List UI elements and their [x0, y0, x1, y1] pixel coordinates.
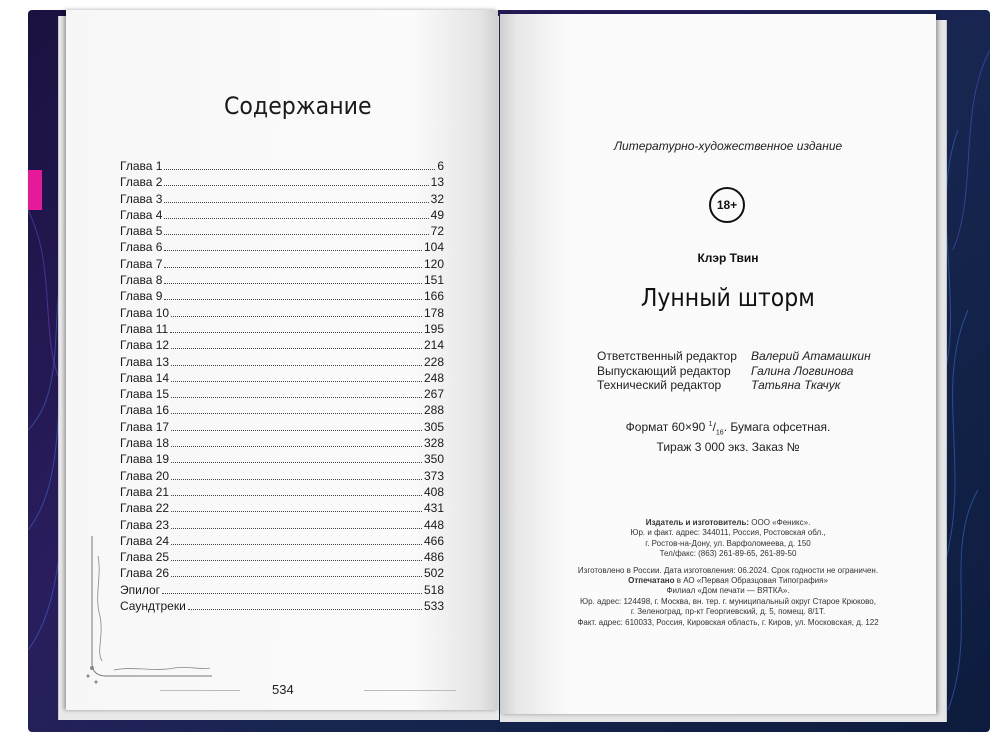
toc-leader-dots	[171, 510, 422, 512]
toc-entry	[120, 370, 444, 386]
format-prefix: Формат 60×90	[625, 420, 706, 434]
toc-entry-label: Глава 13	[120, 354, 170, 369]
format-fraction-slash: /	[712, 420, 716, 434]
printed-label: Отпечатано	[628, 576, 675, 586]
toc-entry-label: Глава 21	[120, 484, 170, 499]
credit-role: Выпускающий редактор	[597, 363, 731, 378]
toc-entry-page: 328	[423, 436, 444, 451]
credit-name: Валерий Атамашкин	[751, 349, 871, 363]
toc-leader-dots	[164, 201, 428, 203]
toc-entry	[120, 517, 444, 533]
toc-entry-label: Глава 12	[120, 338, 170, 353]
toc-entry	[120, 288, 444, 304]
toc-leader-dots	[164, 266, 422, 268]
toc-entry-label: Глава 7	[120, 256, 163, 271]
toc-entry-label: Глава 23	[120, 517, 170, 532]
toc-leader-dots	[171, 445, 422, 447]
credit-row	[597, 378, 871, 393]
toc-entry-label: Глава 10	[120, 305, 170, 320]
toc-entry-label: Глава 2	[120, 175, 163, 190]
toc-leader-dots	[171, 527, 422, 529]
toc-leader-dots	[188, 608, 422, 610]
age-rating-badge: 18+	[709, 187, 745, 223]
toc-entry-page: 49	[430, 207, 444, 222]
book-title	[500, 283, 956, 312]
toc-entry-page: 518	[423, 582, 444, 597]
toc-entry	[120, 272, 444, 288]
toc-entry-page: 288	[423, 403, 444, 418]
publisher-name: ООО «Феникс».	[751, 518, 811, 527]
corner-ornament-icon	[84, 536, 214, 686]
toc-leader-dots	[164, 233, 428, 235]
toc-entry-page: 214	[423, 338, 444, 353]
credit-row	[597, 349, 871, 364]
toc-entry-page: 178	[423, 305, 444, 320]
toc-entry-page: 104	[423, 240, 444, 255]
toc-title: Содержание	[224, 92, 372, 120]
credit-name: Татьяна Ткачук	[751, 378, 841, 392]
toc-leader-dots	[171, 347, 422, 349]
printer-legal-1: Юр. адрес: 124498, г. Москва, вн. тер. г. муниципальный округ Старое Крюково,	[580, 596, 876, 606]
format-fraction-numerator: 1	[708, 421, 713, 428]
toc-leader-dots	[164, 217, 428, 219]
toc-entry-page: 466	[423, 533, 444, 548]
phone-line: Тел/факс: (863) 261-89-65, 261-89-50	[659, 549, 797, 559]
toc-entry-page: 448	[423, 517, 444, 532]
edition-type: Литературно-художественное издание	[613, 139, 843, 153]
toc-entry-page: 195	[423, 321, 444, 336]
book-title-text: Лунный шторм	[641, 283, 815, 312]
publisher-line	[500, 518, 956, 528]
format-info	[500, 418, 956, 454]
toc-entry-label: Глава 14	[120, 370, 170, 385]
format-line-1	[500, 418, 956, 440]
credit-role: Ответственный редактор	[597, 349, 737, 363]
toc-entry-page: 267	[423, 387, 444, 402]
toc-entry-label: Глава 20	[120, 468, 170, 483]
format-line-2: Тираж 3 000 экз. Заказ №	[656, 440, 800, 455]
imprint-block	[500, 518, 956, 628]
toc-entry	[120, 223, 444, 239]
toc-leader-dots	[171, 494, 422, 496]
toc-entry-page: 120	[423, 256, 444, 271]
toc-entry-label: Глава 6	[120, 240, 163, 255]
toc-entry-label: Глава 9	[120, 289, 163, 304]
toc-entry-label: Глава 5	[120, 224, 163, 239]
toc-entry-page: 350	[423, 452, 444, 467]
toc-entry-label: Глава 8	[120, 273, 163, 288]
toc-entry-label: Глава 15	[120, 387, 170, 402]
toc-entry-page: 72	[430, 224, 444, 239]
format-suffix: . Бумага офсетная.	[723, 420, 831, 434]
toc-entry	[120, 386, 444, 402]
toc-entry	[120, 191, 444, 207]
toc-entry-page: 248	[423, 370, 444, 385]
toc-entry-label: Глава 1	[120, 159, 163, 173]
toc-entry	[120, 239, 444, 255]
toc-entry-label: Эпилог	[120, 582, 161, 597]
toc-entry-page: 151	[423, 273, 444, 288]
toc-entry	[120, 256, 444, 272]
toc-entry	[120, 435, 444, 451]
toc-entry-page: 166	[423, 289, 444, 304]
toc-entry-label: Глава 16	[120, 403, 170, 418]
toc-leader-dots	[164, 184, 428, 186]
toc-entry-label: Глава 25	[120, 550, 170, 565]
toc-leader-dots	[171, 461, 422, 463]
toc-entry-page: 228	[423, 354, 444, 369]
toc-entry-page: 305	[423, 419, 444, 434]
branch-line: Филиал «Дом печати — ВЯТКА».	[666, 586, 790, 596]
author-name: Клэр Твин	[697, 251, 759, 265]
toc-entry-page: 431	[423, 501, 444, 516]
toc-entry	[120, 402, 444, 418]
toc-leader-dots	[164, 168, 435, 170]
toc-leader-dots	[164, 282, 422, 284]
toc-entry-label: Глава 4	[120, 207, 163, 222]
toc-leader-dots	[171, 364, 422, 366]
toc-entry-page: 533	[423, 599, 444, 614]
toc-entry	[120, 419, 444, 435]
credit-name: Галина Логвинова	[751, 363, 854, 378]
toc-entry-page: 502	[423, 566, 444, 581]
printer-actual: Факт. адрес: 610033, Россия, Кировская область, г. Киров, ул. Московская, д. 122	[577, 617, 879, 627]
toc-leader-dots	[171, 315, 422, 317]
printed-line	[500, 576, 956, 586]
toc-leader-dots	[171, 429, 422, 431]
made-in-line: Изготовлено в России. Дата изготовления: 06.2024. Срок годности не ограничен.	[577, 565, 879, 575]
toc-entry	[120, 451, 444, 467]
toc-entry-label: Глава 18	[120, 436, 170, 451]
toc-leader-dots	[171, 478, 422, 480]
toc-entry-page: 486	[423, 550, 444, 565]
format-fraction-denominator: 16	[715, 429, 724, 437]
toc-entry	[120, 158, 444, 174]
toc-entry	[120, 305, 444, 321]
toc-leader-dots	[171, 412, 422, 414]
toc-entry-page: 373	[423, 468, 444, 483]
toc-leader-dots	[171, 380, 422, 382]
credits-block	[597, 349, 871, 393]
toc-leader-dots	[164, 298, 422, 300]
toc-entry	[120, 354, 444, 370]
toc-entry-page: 6	[437, 159, 444, 173]
toc-entry-label: Глава 11	[120, 321, 169, 336]
toc-entry-label: Глава 17	[120, 419, 170, 434]
toc-entry	[120, 321, 444, 337]
toc-entry-page: 32	[430, 191, 444, 206]
toc-entry	[120, 468, 444, 484]
legal-address-2: г. Ростов-на-Дону, ул. Варфоломеева, д. 150	[645, 538, 811, 548]
credit-role: Технический редактор	[597, 378, 722, 392]
toc-entry	[120, 337, 444, 353]
toc-entry-page: 13	[430, 175, 444, 190]
printed-text: в АО «Первая Образцовая Типография»	[676, 576, 828, 586]
footer-rule-right	[364, 690, 456, 691]
toc-entry-label: Глава 24	[120, 533, 170, 548]
printer-legal-2: г. Зеленоград, пр-кт Георгиевский, д. 5, помещ. 8/1Т.	[630, 607, 826, 617]
page-number: 534	[272, 682, 294, 697]
credit-row	[597, 364, 871, 379]
toc-entry-label: Глава 22	[120, 501, 170, 516]
toc-entry	[120, 484, 444, 500]
legal-address-1: Юр. и факт. адрес: 344011, Россия, Ростовская обл.,	[630, 528, 826, 538]
toc-entry	[120, 174, 444, 190]
toc-leader-dots	[171, 396, 422, 398]
toc-leader-dots	[170, 331, 422, 333]
toc-entry-label: Саундтреки	[120, 599, 186, 614]
toc-entry	[120, 207, 444, 223]
toc-leader-dots	[164, 249, 422, 251]
toc-entry	[120, 500, 444, 516]
toc-entry-page: 408	[423, 484, 444, 499]
publisher-label: Издатель и изготовитель:	[645, 518, 750, 527]
footer-rule-left	[160, 690, 240, 691]
toc-entry-label: Глава 3	[120, 191, 163, 206]
toc-entry-label: Глава 19	[120, 452, 170, 467]
toc-entry-label: Глава 26	[120, 566, 170, 581]
